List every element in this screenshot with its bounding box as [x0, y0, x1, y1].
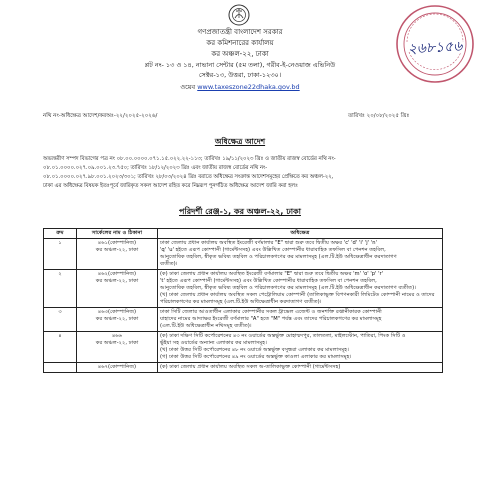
website-link[interactable]: www.taxeszone22dhaka.gov.bd	[197, 83, 300, 91]
row-serial: ৩	[44, 308, 77, 332]
circle-line: কর অঞ্চল-২২, ঢাকা	[95, 316, 139, 323]
jurisdiction-line: (ক) ঢাকা জেলায় প্রধান কার্যালয় অবস্থিত সকল অ-তালিকাভুক্ত কোম্পানী (গার্মেন্টসসহ)	[160, 364, 341, 371]
jurisdiction-line: ঢাকা জেলায় প্রধান কার্যালয় অবস্থিত ইংরেজী বর্ণমালার "E" দ্বারা শুরু তবে দ্বিতীয় অক্ষর 'c' 'd' 'i' 'j' 'n'	[160, 240, 377, 247]
order-date: তারিখঃ ২০/০৮/২০২৫ খ্রিঃ	[348, 113, 410, 119]
row-serial	[44, 363, 77, 373]
paragraph-line: অভ্যন্তরীণ সম্পদ বিভাগের পত্র নং ০৮.০০.০০০০.০৭১.১৫.০২২.২২-১১৩; তারিখঃ ১৯/১১/২০২৩ খ্রিঃ ও জাতীয় রাজস্ব বোর্ডের নথি নং-	[43, 156, 336, 162]
row-serial: ১	[44, 239, 77, 270]
circle-line: ৪৬৩(কোম্পানিজ)	[97, 309, 137, 316]
office-name: কর কমিশনারের কার্যালয়	[206, 39, 274, 47]
table-row	[44, 270, 443, 308]
circle-line: কর অঞ্চল-২২, ঢাকা	[95, 247, 139, 254]
jurisdiction-line: আনুতোষিক তহবিল, স্বীকৃত ভবিষ্য তহবিল ও পরিচালকগণের কর মামলাসমূহ (এল.টি.ইউ অধিক্ষেত্রাধীন করদাতাগণ	[160, 254, 397, 261]
header-circle: সার্কেলের নাম ও ঠিকানা	[77, 229, 158, 239]
row-jurisdiction	[158, 332, 443, 363]
government-emblem-icon	[228, 4, 250, 26]
jurisdiction-line: (খ) ঢাকা উত্তর সিটি কর্পোরেশনের ৪৮ নং ওয়ার্ডে অন্তর্ভুক্ত বসুন্ধরা এলাকার কর মামলাসমূহ।	[160, 347, 349, 354]
jurisdiction-line: (ক) ঢাকা দক্ষিণ সিটি কর্পোরেশনের ৪৩ নং ওয়ার্ডের অন্তর্ভুক্ত মোহাম্মদপুর, তালতলা, মাইলস্টোন, পাতিরা, পিংক সিটি ও	[160, 333, 406, 340]
seal-number: ২৬৮১৫৬	[407, 38, 463, 58]
row-circle	[77, 239, 158, 270]
circle-line: কর অঞ্চল-২২, ঢাকা	[95, 278, 139, 285]
jurisdiction-line: পরিচালকগণের কর মামলাসমূহ (এল.টি.ইউ অধিক্ষেত্রাধীন করদাতাগণ ব্যতীত)।	[160, 299, 322, 306]
paragraph-line: ০৮.০১.০০০০.০২৭.৯৮.০০১.২০২৩/৩০১; তারিখঃ ২৮/০৩/২০২৪ খ্রিঃ বরাতে অধিক্ষেত্র সংক্রান্ত আদেশসমূহের প্রেক্ষিতে কর অঞ্চল-২২,	[43, 174, 334, 180]
jurisdiction-line: (ক) ঢাকা জেলায় প্রধান কার্যালয় অবস্থিত ইংরেজী বর্ণমালার "E" দ্বারা শুরু তবে দ্বিতীয় অক্ষর 'm' 'o' 'p' 'r'	[160, 271, 384, 278]
address-line-2: সেক্টর-১৩, উত্তরা, ঢাকা-১২৩০।	[198, 71, 282, 79]
circle-line: ৪৬১(কোম্পানিজ)	[97, 240, 137, 247]
table-row	[44, 332, 443, 363]
jurisdiction-line: (খ) ঢাকা জেলায় প্রধান কার্যালয় অবস্থিত সকল পেট্রোলিয়াম কোম্পানী (তালিকাভুক্ত বিপণনকারী লিমিটেড কোম্পানী নামের ও তাদের	[160, 292, 435, 299]
row-jurisdiction	[158, 270, 443, 308]
jurisdiction-table	[43, 228, 443, 373]
govt-name: গণপ্রজাতন্ত্রী বাংলাদেশ সরকার	[197, 28, 283, 36]
row-circle	[77, 332, 158, 363]
table-row	[44, 308, 443, 332]
circle-line: কর অঞ্চল-২২, ঢাকা	[95, 340, 139, 347]
row-serial: ২	[44, 270, 77, 308]
address-line-1: প্লট নং- ১৩ ও ১৪, নাভানা সেন্টার (৫ম তলা), গরীব-ই-নেওয়াজ এভিনিউ	[144, 61, 336, 69]
file-number: নথি নং-অধিক্ষেত্র আদেশ/করঅঃ-২২/২০২৫-২০২৬/	[43, 113, 158, 119]
row-jurisdiction	[158, 308, 443, 332]
circle-line: ৪৬৬	[111, 333, 123, 340]
row-circle	[77, 363, 158, 373]
jurisdiction-line: (গ) ঢাকা উত্তর সিটি কর্পোরেশনের ৪৯ নং ওয়ার্ডের অন্তর্ভুক্ত কাওলা এলাকার কর মামলাসমূহ।	[160, 354, 352, 361]
jurisdiction-line: 'q' 'u' হইতে এরূপ কোম্পানী (গার্মেন্টসসহ) এবং উল্লিখিত কোম্পানীর ধারাবাহিক তফসিল বা পেনশন তহবিল,	[160, 247, 386, 254]
paragraph-line: ০৮.০১.০০০০.০২৭.০৯.০০১.২৩.৭৫০; তারিখঃ ১৮/১২/২০২৩ খ্রিঃ এবং জাতীয় রাজস্ব বোর্ডের নথি নং-	[43, 165, 268, 171]
jurisdiction-line: আনুতোষিক তহবিল, স্বীকৃত ভবিষ্য তহবিল ও পরিচালকগণের কর মামলাসমূহ (এল.টি.ইউ অধিক্ষেত্রাধীন করদাতাগণ ব্যতীত)।	[160, 285, 416, 292]
row-circle	[77, 308, 158, 332]
table-body	[44, 239, 443, 373]
range-title: পরিদর্শী রেঞ্জ-১, কর অঞ্চল-২২, ঢাকা	[179, 207, 301, 216]
jurisdiction-line: ভুঁইয়া সহ ওয়ার্ডের অন্যান্য এলাকার কর মামলাসমূহ।	[160, 340, 267, 347]
row-jurisdiction	[158, 239, 443, 270]
row-serial: ৪	[44, 332, 77, 363]
table-row	[44, 363, 443, 373]
circle-line: ৪৬২(কোম্পানিজ)	[97, 271, 137, 278]
circle-line: ৪৬৭(কোম্পানিজ)	[97, 364, 137, 371]
jurisdiction-line: 't' হইতে এরূপ কোম্পানী (গার্মেন্টসসহ) এবং উল্লিখিত কোম্পানীর ধারাবাহিক তফসিল বা পেনশন তহবিল,	[160, 278, 377, 285]
header-serial: ক্রম	[44, 229, 77, 239]
zone-name: কর অঞ্চল-২২, ঢাকা	[211, 50, 269, 58]
website-label: ওয়েব	[180, 83, 196, 91]
jurisdiction-line: ঢাকা সিটি জেলার আওতাধীন এলাকার কোম্পানীর সকল ট্রাভেল এজেন্ট ও জনশক্তি রপ্তানীকারক কোম্পানী	[160, 309, 382, 316]
order-title: অধিক্ষেত্র আদেশ	[214, 137, 266, 146]
header-jurisdiction: অধিক্ষেত্র	[158, 229, 443, 239]
paragraph-line: ঢাকা এর অধিক্ষেত্র বিষয়ক ইতঃপূর্বে জারিকৃত সকল আদেশ রহিত করে নিম্নরূপ পুনর্গঠিত অধিক্ষেত্র আদেশ জারি করা হলঃ	[43, 183, 298, 189]
jurisdiction-line: (এল.টি.ইউ অধিক্ষেত্রাধীন নথিসমূহ ব্যতীত)।	[160, 323, 252, 330]
row-jurisdiction	[158, 363, 443, 373]
jurisdiction-line: ব্যতীত)।	[160, 261, 178, 268]
row-circle	[77, 270, 158, 308]
jurisdiction-line: যাহাদের নামের আদ্যাক্ষর ইংরেজী বর্ণমালার "A" হতে "M" পর্যন্ত এবং তাদের পরিচালকগণের কর মামলাসমূহ	[160, 316, 382, 323]
table-header-row	[44, 229, 443, 239]
table-row	[44, 239, 443, 270]
